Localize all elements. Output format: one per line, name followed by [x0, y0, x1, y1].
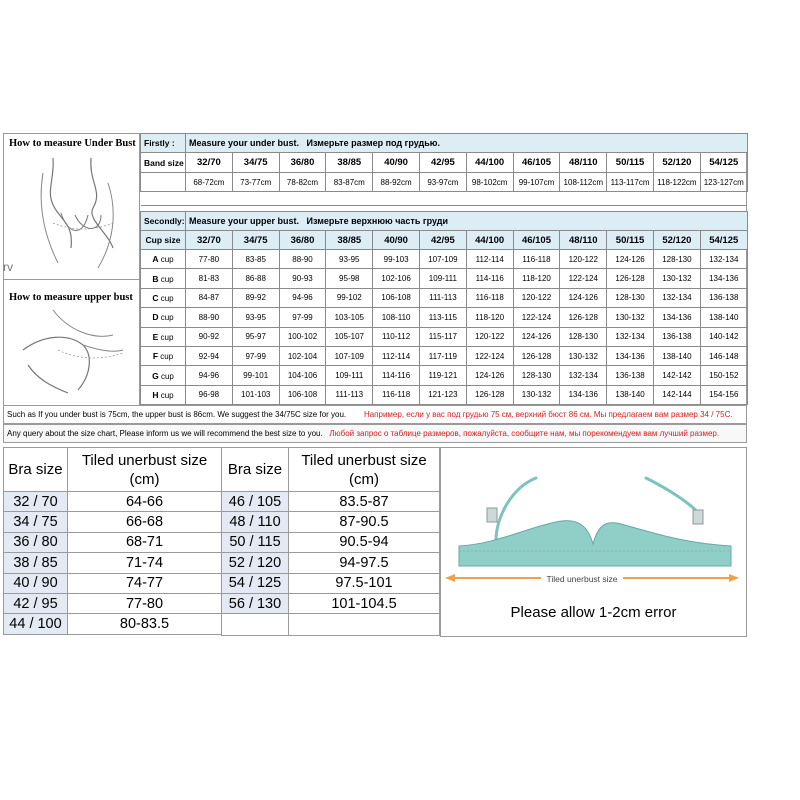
cup-value: 128-130 [653, 250, 700, 269]
band-value: 118-122cm [653, 173, 700, 192]
cup-band-size: 40/90 [373, 231, 420, 250]
cup-value: 120-122 [513, 288, 560, 307]
cup-value: 122-124 [513, 308, 560, 327]
band-value: 73-77cm [232, 173, 279, 192]
cup-value: 134-136 [700, 269, 747, 288]
arrow-label: Tiled unerbust size [546, 574, 618, 584]
query-note: Any query about the size chart, Please inform us we will recommend the best size to you. Любой запрос о таблице размеров, пожалуйста, сообщите нам, мы порекомендуем вам лучший размер. [3, 424, 747, 443]
cup-row [141, 385, 748, 404]
cup-value: 140-142 [700, 327, 747, 346]
band-value: 113-117cm [607, 173, 654, 192]
cup-value: 107-109 [326, 346, 373, 365]
band-size-table [140, 133, 748, 206]
cup-value: 124-126 [560, 288, 607, 307]
cup-letter: B cup [141, 269, 186, 288]
cup-value: 83-85 [232, 250, 279, 269]
cup-value: 132-134 [653, 288, 700, 307]
band-value: 88-92cm [373, 173, 420, 192]
tiled-size-cell: 83.5-87 [289, 492, 440, 512]
cup-letter: F cup [141, 346, 186, 365]
tiled-size-cell: 74-77 [68, 573, 222, 593]
cup-band-size: 48/110 [560, 231, 607, 250]
tiled-size-cell: 77-80 [68, 593, 222, 613]
under-bust-figure-icon [13, 153, 133, 288]
bra-size-cell: 46 / 105 [222, 492, 289, 512]
cup-value: 99-102 [326, 288, 373, 307]
cup-value: 77-80 [186, 250, 233, 269]
upper-bust-title: How to measure upper bust [9, 292, 133, 303]
cup-value: 93-95 [326, 250, 373, 269]
bra-size-header: Bra size [4, 448, 68, 492]
cup-band-size: 32/70 [186, 231, 233, 250]
cup-value: 90-93 [279, 269, 326, 288]
upper-bust-figure-icon [13, 305, 133, 400]
cup-band-size: 38/85 [326, 231, 373, 250]
cup-value: 88-90 [279, 250, 326, 269]
cup-letter: C cup [141, 288, 186, 307]
cup-letter: D cup [141, 308, 186, 327]
cup-size-label: Cup size [141, 231, 186, 250]
bra-size-cell: 52 / 120 [222, 553, 289, 573]
band-value: 108-112cm [560, 173, 607, 192]
tiled-row [4, 573, 222, 593]
cup-value: 136-138 [607, 366, 654, 385]
cup-value: 95-98 [326, 269, 373, 288]
band-size-label: Band size [141, 153, 186, 173]
band-value: 68-72cm [186, 173, 233, 192]
band-size: 36/80 [279, 153, 326, 173]
cup-band-size: 34/75 [232, 231, 279, 250]
cup-value: 111-113 [419, 288, 466, 307]
secondly-label: Secondly: [141, 212, 186, 231]
tiled-size-cell: 97.5-101 [289, 573, 440, 593]
cup-value: 106-108 [279, 385, 326, 404]
cup-value: 101-103 [232, 385, 279, 404]
cup-row [141, 288, 748, 307]
band-size: 50/115 [607, 153, 654, 173]
cup-value: 130-132 [607, 308, 654, 327]
tiled-row [4, 512, 222, 532]
cup-value: 94-96 [186, 366, 233, 385]
cup-row [141, 250, 748, 269]
tiled-row [222, 573, 440, 593]
cup-value: 97-99 [279, 308, 326, 327]
cup-value: 118-120 [513, 269, 560, 288]
band-size: 42/95 [419, 153, 466, 173]
cup-value: 126-128 [607, 269, 654, 288]
cup-value: 134-136 [653, 308, 700, 327]
cup-value: 120-122 [560, 250, 607, 269]
under-bust-title: How to measure Under Bust [9, 138, 136, 149]
cup-value: 124-126 [607, 250, 654, 269]
tiled-size-header: Tiled unerbust size (cm) [68, 448, 222, 492]
band-size: 34/75 [232, 153, 279, 173]
cup-value: 86-88 [232, 269, 279, 288]
tiled-size-table-right [221, 447, 440, 636]
band-value: 83-87cm [326, 173, 373, 192]
cup-band-size: 46/105 [513, 231, 560, 250]
cup-value: 128-130 [560, 327, 607, 346]
cup-value: 116-118 [513, 250, 560, 269]
cup-value: 138-140 [653, 346, 700, 365]
cup-value: 117-119 [419, 346, 466, 365]
cup-band-size: 52/120 [653, 231, 700, 250]
measure-guide-panel [3, 133, 140, 405]
tiled-size-cell: 80-83.5 [68, 614, 222, 634]
cup-value: 154-156 [700, 385, 747, 404]
cup-value: 136-138 [700, 288, 747, 307]
cup-value: 118-120 [466, 308, 513, 327]
band-size: 32/70 [186, 153, 233, 173]
band-size: 40/90 [373, 153, 420, 173]
cup-band-size: 44/100 [466, 231, 513, 250]
cup-value: 114-116 [373, 366, 420, 385]
firstly-label: Firstly : [141, 134, 186, 153]
cup-size-table [140, 211, 748, 405]
band-size: 44/100 [466, 153, 513, 173]
cup-value: 93-95 [232, 308, 279, 327]
tiled-size-cell: 68-71 [68, 532, 222, 552]
cup-value: 100-102 [279, 327, 326, 346]
band-value: 78-82cm [279, 173, 326, 192]
cup-value: 95-97 [232, 327, 279, 346]
cup-letter: H cup [141, 385, 186, 404]
cup-row [141, 346, 748, 365]
band-value: 93-97cm [419, 173, 466, 192]
cup-value: 121-123 [419, 385, 466, 404]
cup-value: 115-117 [419, 327, 466, 346]
band-header-row [141, 153, 748, 173]
cup-letter: A cup [141, 250, 186, 269]
bra-size-cell: 38 / 85 [4, 553, 68, 573]
cup-value: 146-148 [700, 346, 747, 365]
tiled-size-cell: 64-66 [68, 492, 222, 512]
band-value: 123-127cm [700, 173, 747, 192]
cup-value: 130-132 [513, 385, 560, 404]
tiled-row [4, 532, 222, 552]
cup-band-size: 42/95 [419, 231, 466, 250]
band-value: 98-102cm [466, 173, 513, 192]
tiled-row [222, 492, 440, 512]
band-value: 99-107cm [513, 173, 560, 192]
bra-size-header: Bra size [222, 448, 289, 492]
bra-size-cell: 34 / 75 [4, 512, 68, 532]
cup-value: 130-132 [653, 269, 700, 288]
cup-value: 97-99 [232, 346, 279, 365]
tiled-row [222, 593, 440, 613]
cup-value: 113-115 [419, 308, 466, 327]
tiled-row [222, 512, 440, 532]
cup-band-size: 50/115 [607, 231, 654, 250]
cup-value: 150-152 [700, 366, 747, 385]
cup-row [141, 366, 748, 385]
cup-value: 142-144 [653, 385, 700, 404]
cup-value: 134-136 [607, 346, 654, 365]
cup-value: 89-92 [232, 288, 279, 307]
cup-value: 119-121 [419, 366, 466, 385]
cup-value: 104-106 [279, 366, 326, 385]
cup-value: 108-110 [373, 308, 420, 327]
tiled-size-cell: 66-68 [68, 512, 222, 532]
cup-value: 126-128 [560, 308, 607, 327]
cup-letter: G cup [141, 366, 186, 385]
cup-value: 130-132 [560, 346, 607, 365]
band-size: 38/85 [326, 153, 373, 173]
tiled-row [4, 492, 222, 512]
cup-value: 138-140 [607, 385, 654, 404]
cup-value: 116-118 [466, 288, 513, 307]
bra-size-cell: 48 / 110 [222, 512, 289, 532]
bra-size-cell: 44 / 100 [4, 614, 68, 634]
error-note: Please allow 1-2cm error [510, 604, 677, 621]
cup-value: 92-94 [186, 346, 233, 365]
cup-value: 122-124 [466, 346, 513, 365]
band-size: 54/125 [700, 153, 747, 173]
cup-value: 110-112 [373, 327, 420, 346]
tiled-size-cell: 71-74 [68, 553, 222, 573]
cup-value: 128-130 [607, 288, 654, 307]
cup-value: 126-128 [466, 385, 513, 404]
tiled-row [222, 553, 440, 573]
bra-illustration-icon [441, 448, 746, 598]
bra-size-cell: 42 / 95 [4, 593, 68, 613]
bra-size-cell: 56 / 130 [222, 593, 289, 613]
bra-size-cell: 50 / 115 [222, 532, 289, 552]
cup-value: 94-96 [279, 288, 326, 307]
cup-value: 138-140 [700, 308, 747, 327]
tiled-size-header: Tiled unerbust size (cm) [289, 448, 440, 492]
watermark-mark: rv [3, 260, 13, 274]
cup-value: 112-114 [466, 250, 513, 269]
example-note: Such as If you under bust is 75cm, the upper bust is 86cm. We suggest the 34/75C size for you. Например, если у вас под грудью 75 см, верхний бюст 86 см. Мы предлагаем вам размер 34 / 75C. [3, 405, 747, 424]
cup-value: 109-111 [419, 269, 466, 288]
bra-size-cell: 40 / 90 [4, 573, 68, 593]
tiled-row [4, 593, 222, 613]
cup-value: 124-126 [466, 366, 513, 385]
cup-value: 81-83 [186, 269, 233, 288]
bra-size-cell: 54 / 125 [222, 573, 289, 593]
firstly-instruction: Measure your under bust. Измерьте размер под грудью. [186, 134, 748, 153]
bra-size-cell: 36 / 80 [4, 532, 68, 552]
tiled-row [4, 553, 222, 573]
cup-value: 90-92 [186, 327, 233, 346]
tiled-row [222, 532, 440, 552]
bra-size-cell: 32 / 70 [4, 492, 68, 512]
cup-value: 99-101 [232, 366, 279, 385]
cup-value: 114-116 [466, 269, 513, 288]
cup-band-size: 54/125 [700, 231, 747, 250]
cup-value: 102-104 [279, 346, 326, 365]
cup-value: 111-113 [326, 385, 373, 404]
cup-value: 136-138 [653, 327, 700, 346]
band-values-row [141, 173, 748, 192]
cup-value: 126-128 [513, 346, 560, 365]
cup-value: 106-108 [373, 288, 420, 307]
cup-value: 132-134 [700, 250, 747, 269]
cup-value: 105-107 [326, 327, 373, 346]
cup-value: 134-136 [560, 385, 607, 404]
cup-value: 132-134 [607, 327, 654, 346]
band-size: 46/105 [513, 153, 560, 173]
cup-value: 84-87 [186, 288, 233, 307]
tiled-size-cell: 87-90.5 [289, 512, 440, 532]
tiled-size-cell: 90.5-94 [289, 532, 440, 552]
tiled-size-table-left [3, 447, 222, 635]
cup-value: 116-118 [373, 385, 420, 404]
cup-value: 120-122 [466, 327, 513, 346]
cup-value: 103-105 [326, 308, 373, 327]
tiled-size-cell: 101-104.5 [289, 593, 440, 613]
secondly-instruction: Measure your upper bust. Измерьте верхнюю часть груди [186, 212, 748, 231]
cup-value: 107-109 [419, 250, 466, 269]
band-size: 48/110 [560, 153, 607, 173]
cup-value: 99-103 [373, 250, 420, 269]
tiled-size-cell: 94-97.5 [289, 553, 440, 573]
cup-value: 132-134 [560, 366, 607, 385]
cup-value: 88-90 [186, 308, 233, 327]
cup-value: 128-130 [513, 366, 560, 385]
cup-row [141, 308, 748, 327]
cup-header-row [141, 231, 748, 250]
tiled-row [4, 614, 222, 634]
cup-row [141, 269, 748, 288]
cup-band-size: 36/80 [279, 231, 326, 250]
cup-value: 96-98 [186, 385, 233, 404]
cup-row [141, 327, 748, 346]
cup-value: 109-111 [326, 366, 373, 385]
cup-value: 142-142 [653, 366, 700, 385]
band-size: 52/120 [653, 153, 700, 173]
cup-value: 122-124 [560, 269, 607, 288]
cup-value: 124-126 [513, 327, 560, 346]
cup-letter: E cup [141, 327, 186, 346]
cup-value: 102-106 [373, 269, 420, 288]
cup-value: 112-114 [373, 346, 420, 365]
